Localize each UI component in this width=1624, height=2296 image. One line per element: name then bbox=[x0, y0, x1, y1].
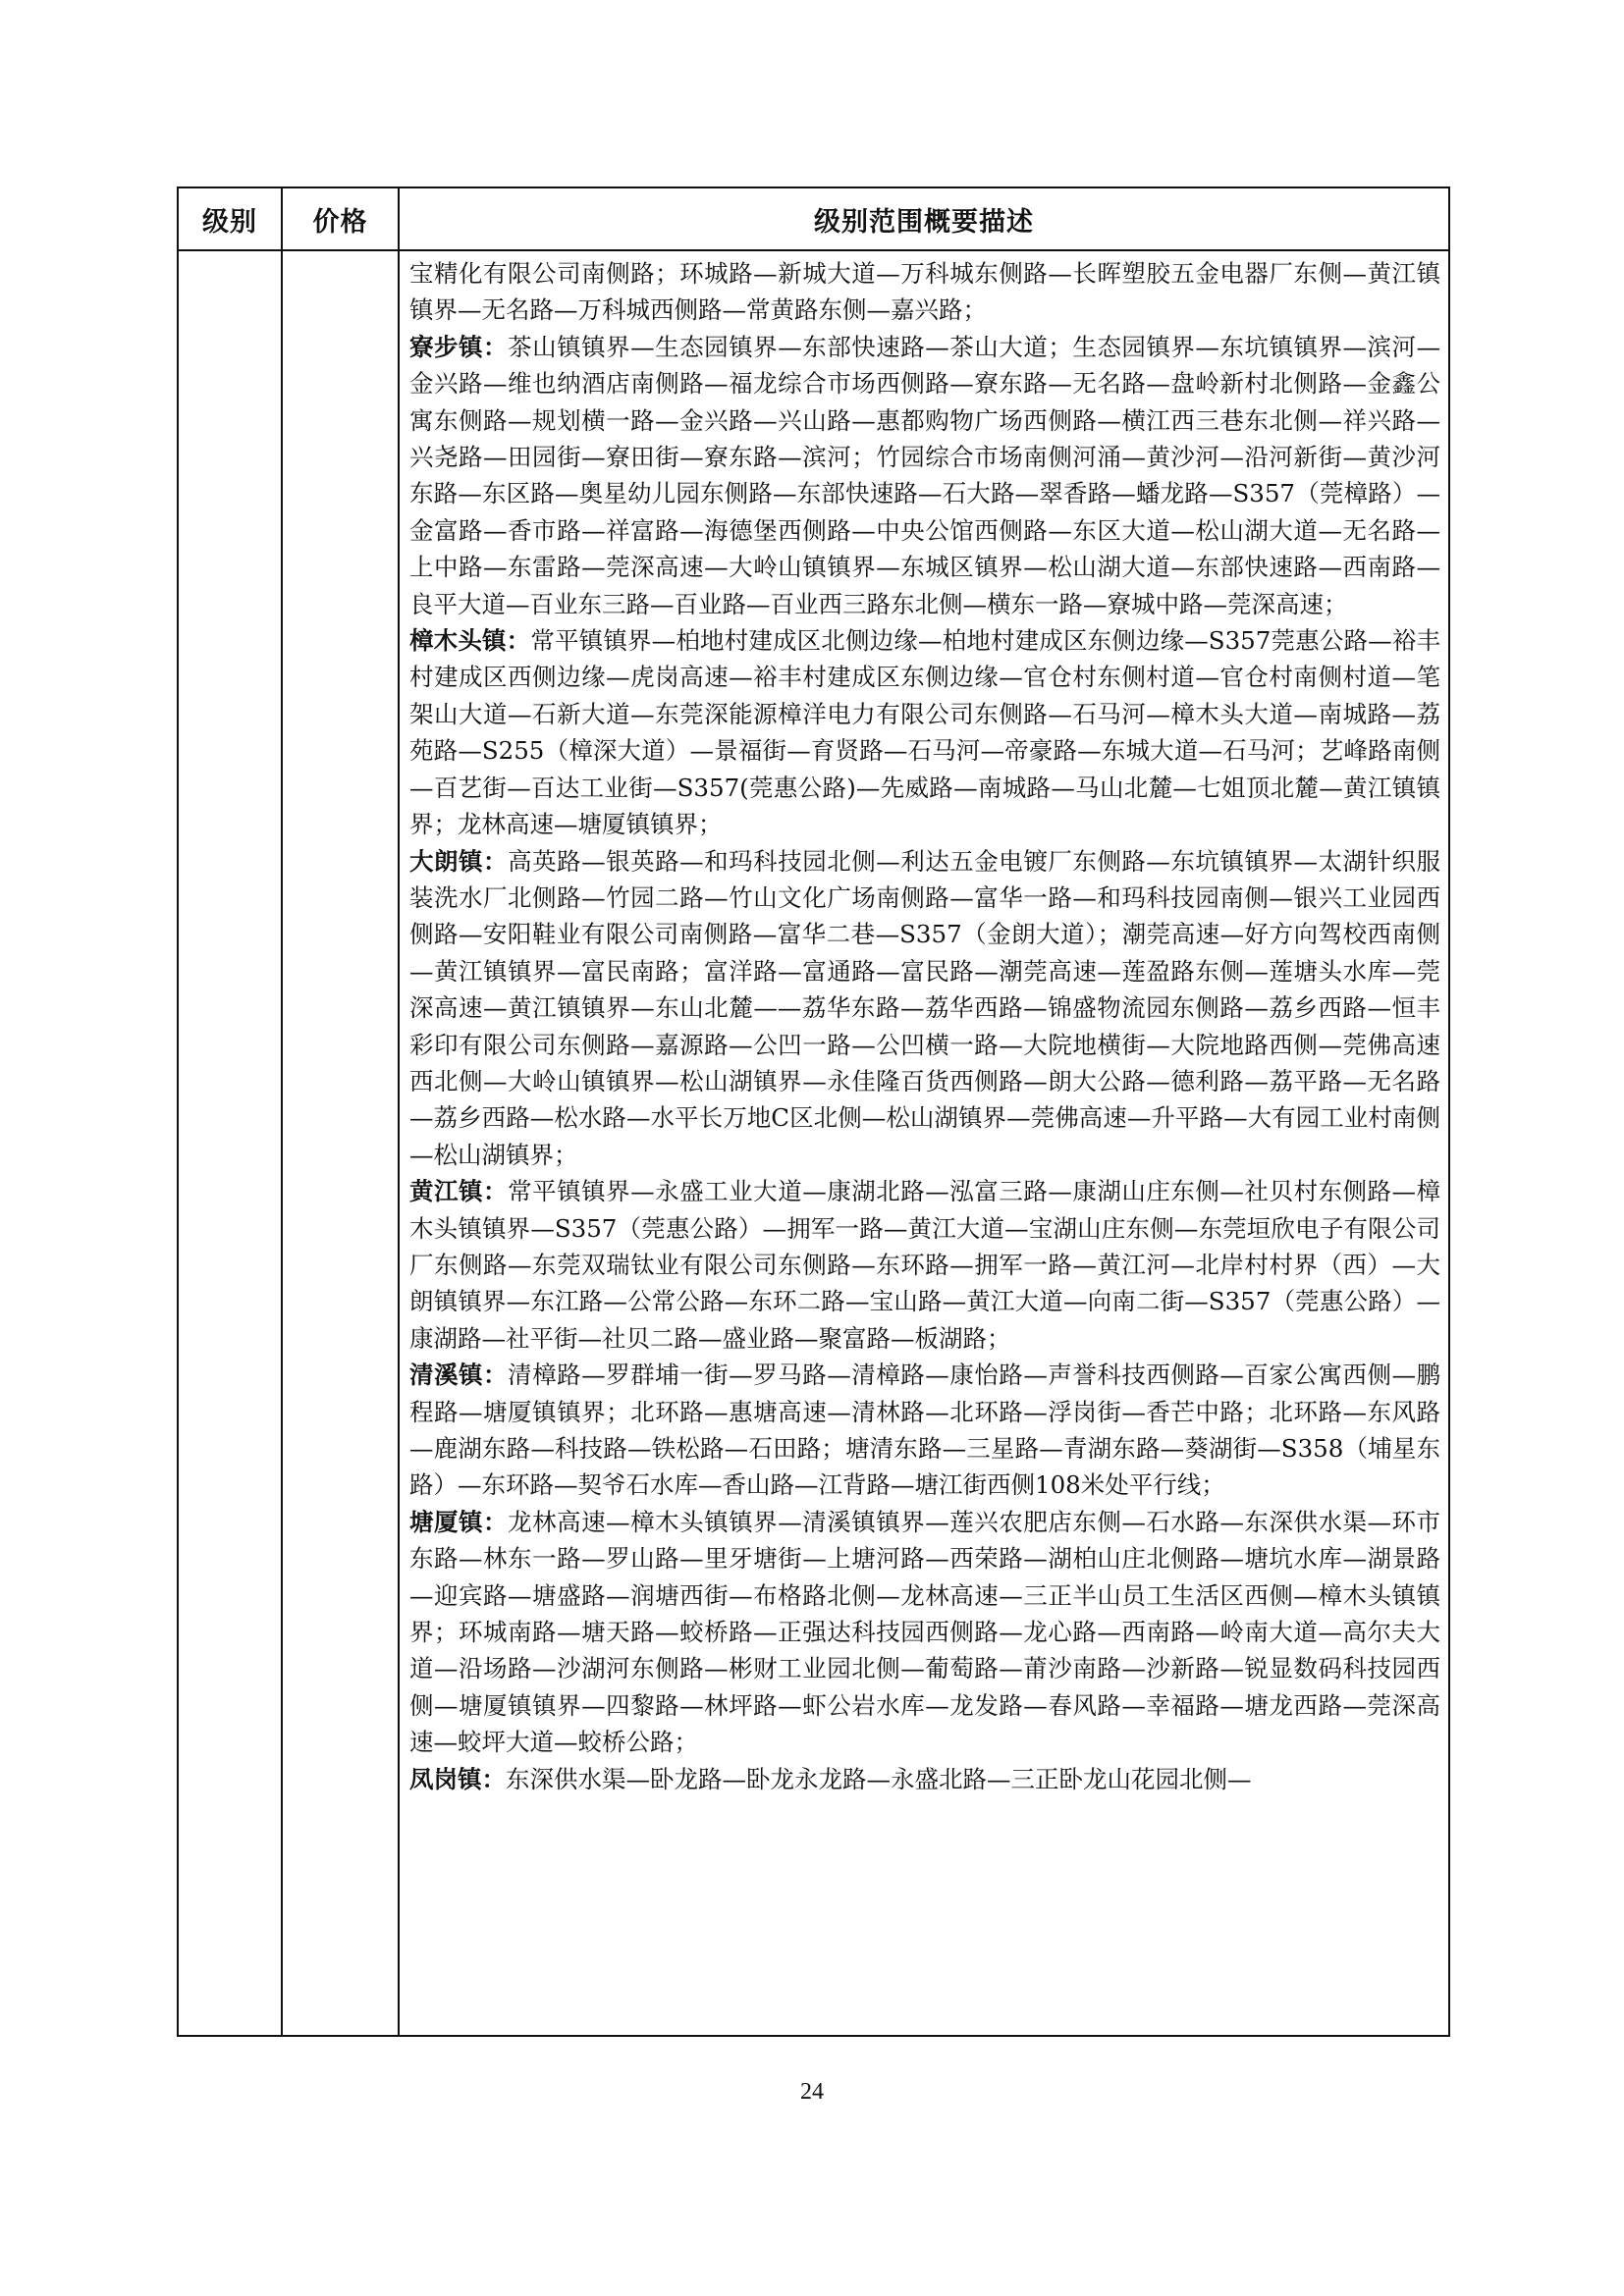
para-text: 常平镇镇界—柏地村建成区北侧边缘—柏地村建成区东侧边缘—S357莞惠公路—裕丰村建成区西侧边缘—虎岗高速—裕丰村建成区东侧边缘—官仓村东侧村道—官仓村南侧村道—笔架山大道—石新大道—东莞深能源樟洋电力有限公司东侧路—石马河—樟木头大道—南城路—荔苑路—S255（樟深大道）—景福街—育贤路—石马河—帝豪路—东城大道—石马河；艺峰路南侧—百艺街—百达工业街—S357(莞惠公路)—先威路—南城路—马山北麓—七姐顶北麓—黄江镇镇界；龙林高速—塘厦镇镇界； bbox=[409, 626, 1440, 839]
para-text: 清樟路—罗群埔一街—罗马路—清樟路—康怡路—声誉科技西侧路—百家公寓西侧—鹏程路—塘厦镇镇界；北环路—惠塘高速—清林路—北环路—浮岗街—香芒中路；北环路—东风路—鹿湖东路—科技路—铁松路—石田路；塘清东路—三星路—青湖东路—葵湖街—S358（埔星东路）—东环路—契爷石水库—香山路—江背路—塘江街西侧108米处平行线； bbox=[409, 1361, 1441, 1500]
description-cell bbox=[399, 250, 1449, 2036]
table-row bbox=[178, 250, 1449, 2036]
desc-paragraph-continued bbox=[409, 255, 1440, 329]
town-name: 塘厦镇： bbox=[409, 1507, 509, 1536]
desc-paragraph-liaobu bbox=[409, 329, 1440, 622]
desc-paragraph-zhangmutou bbox=[409, 622, 1440, 842]
desc-paragraph-dalang bbox=[409, 843, 1440, 1174]
para-text: 常平镇镇界—永盛工业大道—康湖北路—泓富三路—康湖山庄东侧—社贝村东侧路—樟木头镇镇界—S357（莞惠公路）—拥军一路—黄江大道—宝湖山庄东侧—东莞垣欣电子有限公司厂东侧路—东莞双瑞钛业有限公司东侧路—东环路—拥军一路—黄江河—北岸村村界（西）—大朗镇镇界—东江路—公常公路—东环二路—宝山路—黄江大道—向南二街—S357（莞惠公路）—康湖路—社平街—社贝二路—盛业路—聚富路—板湖路； bbox=[409, 1177, 1441, 1353]
level-cell bbox=[178, 250, 282, 2036]
town-name: 樟木头镇： bbox=[409, 626, 531, 656]
page-number: 24 bbox=[800, 2079, 824, 2105]
town-name: 黄江镇： bbox=[409, 1177, 509, 1206]
price-cell bbox=[282, 250, 399, 2036]
town-name: 大朗镇： bbox=[409, 846, 509, 876]
header-price: 价格 bbox=[282, 187, 399, 250]
header-level: 级别 bbox=[178, 187, 282, 250]
para-text: 茶山镇镇界—生态园镇界—东部快速路—茶山大道；生态园镇界—东坑镇镇界—滨河—金兴路—维也纳酒店南侧路—福龙综合市场西侧路—寮东路—无名路—盘岭新村北侧路—金鑫公寓东侧路—规划横一路—金兴路—兴山路—惠都购物广场西侧路—横江西三巷东北侧—祥兴路—兴尧路—田园街—寮田街—寮东路—滨河；竹园综合市场南侧河涌—黄沙河—沿河新街—黄沙河东路—东区路—奥星幼儿园东侧路—东部快速路—石大路—翠香路—蟠龙路—S357（莞樟路）—金富路—香市路—祥富路—海德堡西侧路—中央公馆西侧路—东区大道—松山湖大道—无名路—上中路—东雷路—莞深高速—大岭山镇镇界—东城区镇界—松山湖大道—东部快速路—西南路—良平大道—百业东三路—百业路—百业西三路东北侧—横东一路—寮城中路—莞深高速； bbox=[409, 332, 1441, 618]
land-grade-table bbox=[177, 187, 1450, 2037]
desc-paragraph-qingxi bbox=[409, 1357, 1440, 1504]
town-name: 清溪镇： bbox=[409, 1361, 509, 1390]
town-name: 寮步镇： bbox=[409, 332, 509, 361]
desc-paragraph-fenggang bbox=[409, 1761, 1440, 1797]
header-description: 级别范围概要描述 bbox=[399, 187, 1449, 250]
town-name: 凤岗镇： bbox=[409, 1764, 506, 1793]
para-text: 宝精化有限公司南侧路；环城路—新城大道—万科城东侧路—长晖塑胶五金电器厂东侧—黄江镇镇界—无名路—万科城西侧路—常黄路东侧—嘉兴路； bbox=[409, 259, 1440, 325]
table-header-row bbox=[178, 187, 1449, 250]
desc-paragraph-huangjiang bbox=[409, 1173, 1440, 1357]
para-text: 东深供水渠—卧龙路—卧龙永龙路—永盛北路—三正卧龙山花园北侧— bbox=[506, 1764, 1252, 1793]
desc-paragraph-tangxia bbox=[409, 1504, 1440, 1761]
para-text: 高英路—银英路—和玛科技园北侧—利达五金电镀厂东侧路—东坑镇镇界—太湖针织服装洗水厂北侧路—竹园二路—竹山文化广场南侧路—富华一路—和玛科技园南侧—银兴工业园西侧路—安阳鞋业有限公司南侧路—富华二巷—S357（金朗大道）；潮莞高速—好方向驾校西南侧—黄江镇镇界—富民南路；富洋路—富通路—富民路—潮莞高速—莲盈路东侧—莲塘头水库—莞深高速—黄江镇镇界—东山北麓——荔华东路—荔华西路—锦盛物流园东侧路—荔乡西路—恒丰彩印有限公司东侧路—嘉源路—公凹一路—公凹横一路—大院地横街—大院地路西侧—莞佛高速西北侧—大岭山镇镇界—松山湖镇界—永佳隆百货西侧路—朗大公路—德利路—荔平路—无名路—荔乡西路—松水路—水平长万地C区北侧—松山湖镇界—莞佛高速—升平路—大有园工业村南侧—松山湖镇界； bbox=[409, 846, 1441, 1169]
para-text: 龙林高速—樟木头镇镇界—清溪镇镇界—莲兴农肥店东侧—石水路—东深供水渠—环市东路—林东一路—罗山路—里牙塘街—上塘河路—西荣路—湖柏山庄北侧路—塘坑水库—湖景路—迎宾路—塘盛路—润塘西街—布格路北侧—龙林高速—三正半山员工生活区西侧—樟木头镇镇界；环城南路—塘天路—蛟桥路—正强达科技园西侧路—龙心路—西南路—岭南大道—高尔夫大道—沿场路—沙湖河东侧路—彬财工业园北侧—葡萄路—莆沙南路—沙新路—锐显数码科技园西侧—塘厦镇镇界—四黎路—林坪路—虾公岩水库—龙发路—春风路—幸福路—塘龙西路—莞深高速—蛟坪大道—蛟桥公路； bbox=[409, 1507, 1441, 1757]
